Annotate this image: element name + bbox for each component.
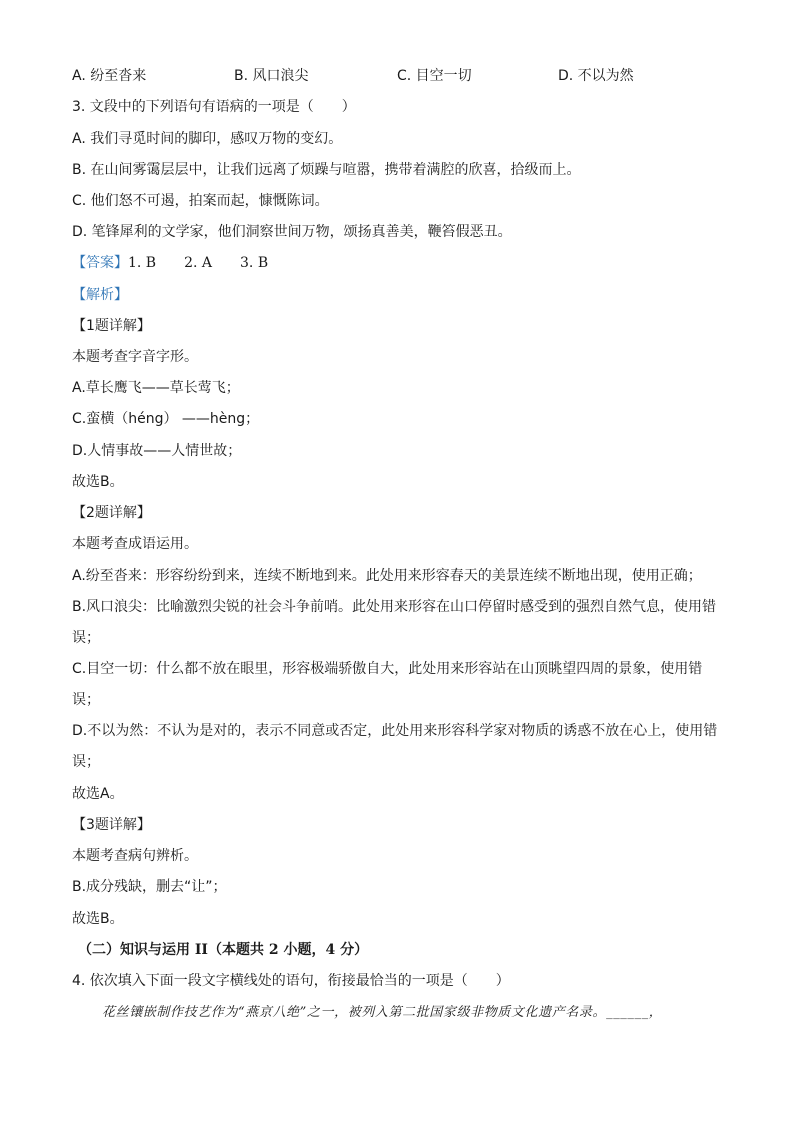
s2-option-a: A.纷至沓来：形容纷纷到来，连续不断地到来。此处用来形容春天的美景连续不断地出现，使用正确； (72, 568, 702, 584)
section-2-title: （二）知识与运用 II（本题共 2 小题，4 分） (78, 942, 369, 958)
q2-option-d: D. 不以为然 (558, 68, 634, 84)
s1-line-1: 本题考查字音字形。 (72, 349, 198, 365)
s1-line-2: A.草长鹰飞——草长莺飞； (72, 380, 240, 396)
s3-line-2: B.成分残缺，删去“让”； (72, 879, 227, 895)
answer-row (72, 253, 268, 273)
answer-text: 1. B 2. A 3. B (128, 255, 269, 271)
q2-option-a: A. 纷至沓来 (72, 68, 147, 84)
s1-line-3: C.蛮横（héng） ——hèng； (72, 411, 260, 427)
q3-option-b: B. 在山间雾霭层层中，让我们远离了烦躁与喧嚣，携带着满腔的欣喜，拾级而上。 (72, 162, 581, 178)
q2-option-b: B. 风口浪尖 (234, 68, 309, 84)
q4-stem: 4. 依次填入下面一段文字横线处的语句，衔接最恰当的一项是（ ） (72, 973, 510, 989)
s3-heading: 【3题详解】 (72, 817, 151, 833)
q3-stem: 3. 文段中的下列语句有语病的一项是（ ） (72, 99, 356, 115)
q3-option-c: C. 他们怒不可遏，拍案而起，慷慨陈词。 (72, 193, 329, 209)
q3-option-d: D. 笔锋犀利的文学家，他们洞察世间万物，颂扬真善美，鞭笞假恶丑。 (72, 224, 512, 240)
s2-option-d-2: 误； (72, 754, 100, 770)
s2-option-c-1: C.目空一切：什么都不放在眼里，形容极端骄傲自大，此处用来形容站在山顶眺望四周的景象，使用错 (72, 661, 703, 677)
s1-line-5: 故选B。 (72, 474, 124, 490)
analysis-label: 【解析】 (72, 287, 128, 303)
answer-label: 【答案】 (72, 255, 128, 271)
s2-heading: 【2题详解】 (72, 505, 151, 521)
q4-passage: 花丝镶嵌制作技艺作为“燕京八绝”之一，被列入第二批国家级非物质文化遗产名录。______， (102, 1005, 663, 1020)
s2-option-b-2: 误； (72, 630, 100, 646)
s2-option-b-1: B.风口浪尖：比喻激烈尖锐的社会斗争前哨。此处用来形容在山口停留时感受到的强烈自然气息，使用错 (72, 599, 717, 615)
s1-heading: 【1题详解】 (72, 318, 151, 334)
s2-line-1: 本题考查成语运用。 (72, 536, 198, 552)
s2-conclusion: 故选A。 (72, 786, 124, 802)
s2-option-d-1: D.不以为然：不认为是对的，表示不同意或否定，此处用来形容科学家对物质的诱惑不放在心上，使用错 (72, 723, 718, 739)
s2-option-c-2: 误； (72, 692, 100, 708)
s3-line-1: 本题考查病句辨析。 (72, 848, 198, 864)
s3-conclusion: 故选B。 (72, 911, 124, 927)
s1-line-4: D.人情事故——人情世故； (72, 443, 242, 459)
q2-option-c: C. 目空一切 (397, 68, 472, 84)
q3-option-a: A. 我们寻觅时间的脚印，感叹万物的变幻。 (72, 131, 343, 147)
